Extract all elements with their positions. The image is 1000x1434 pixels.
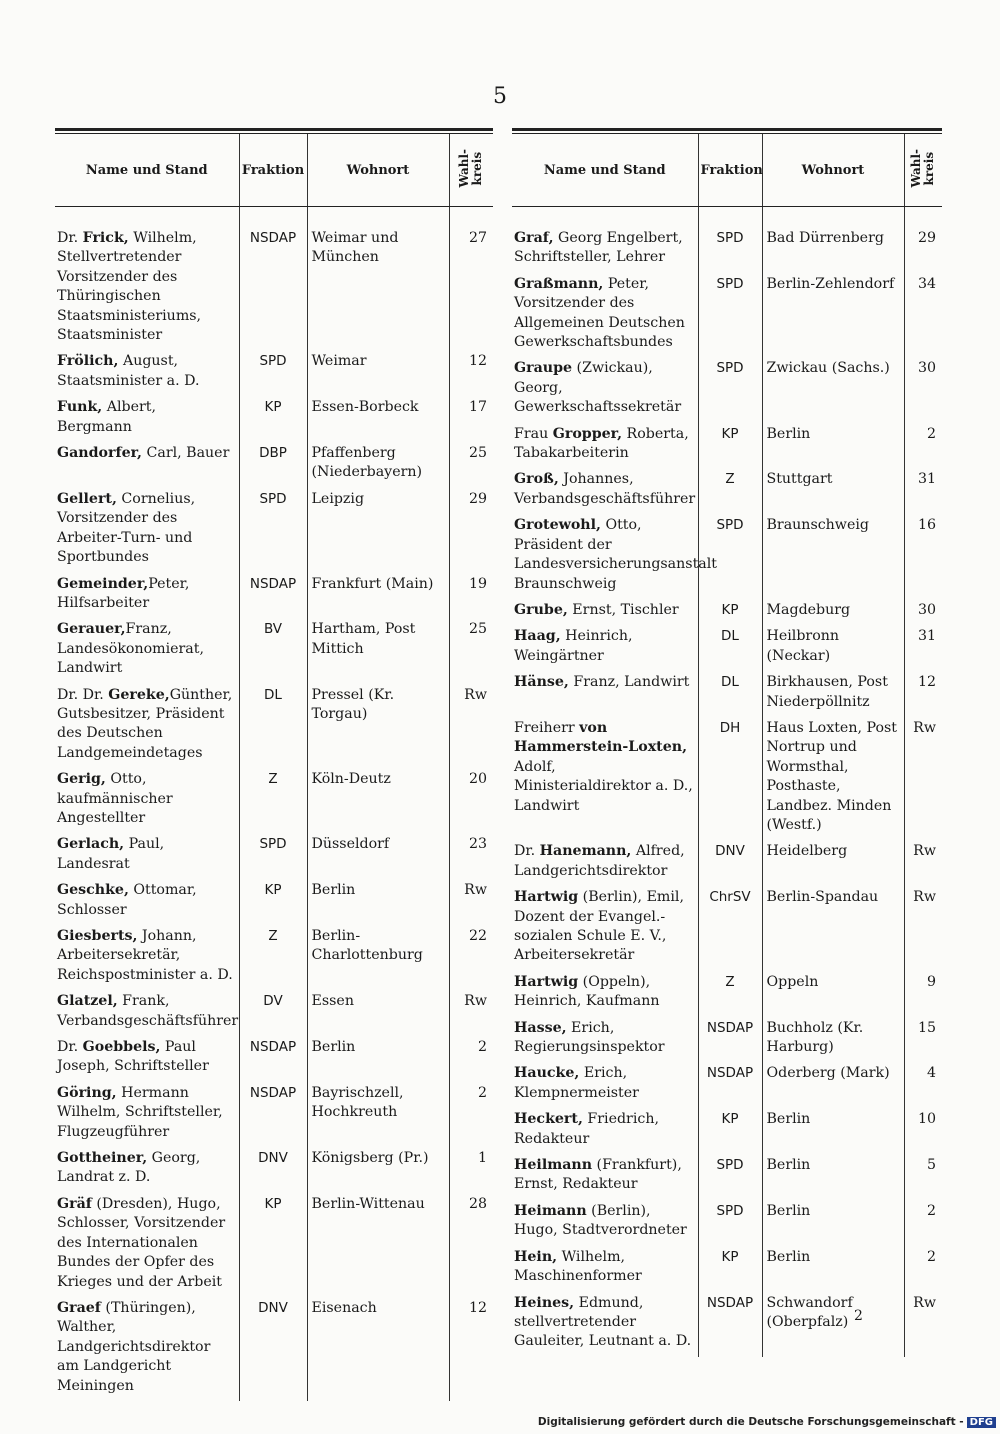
wohnort-cell: Pressel (Kr. Torgau) xyxy=(307,684,449,769)
wohnort-cell: Bayrischzell, Hochkreuth xyxy=(307,1082,449,1147)
fraktion-cell: NSDAP xyxy=(239,1036,307,1082)
member-description: Ottomar, Schlosser xyxy=(57,882,197,918)
table-row xyxy=(512,840,942,886)
wahlkreis-cell: 2 xyxy=(449,1082,493,1147)
member-surname: Funk, xyxy=(57,399,103,416)
table-row xyxy=(512,717,942,840)
wahlkreis-cell: 16 xyxy=(904,514,942,599)
member-name-cell xyxy=(55,573,239,619)
table-header xyxy=(55,134,493,207)
member-name-cell xyxy=(512,1200,698,1246)
fraktion-cell: KP xyxy=(698,1108,762,1154)
member-description: Alfred, Landgerichtsdirektor xyxy=(514,843,685,879)
header-wohnort: Wohnort xyxy=(307,134,449,207)
member-name-cell xyxy=(512,468,698,514)
table-row xyxy=(55,768,493,833)
wahlkreis-cell: Rw xyxy=(449,990,493,1036)
member-surname: Gerauer, xyxy=(57,621,126,638)
wohnort-cell: Berlin xyxy=(762,1108,904,1154)
wohnort-cell: Köln-Deutz xyxy=(307,768,449,833)
wohnort-cell: Essen xyxy=(307,990,449,1036)
member-surname: Graef xyxy=(57,1299,101,1316)
wahlkreis-cell: Rw xyxy=(904,717,942,840)
member-surname: Hartwig xyxy=(514,973,579,990)
member-description: Otto, kaufmännischer Angestellter xyxy=(57,771,173,826)
header-wahlkreis: Wahl- kreis xyxy=(904,134,942,207)
member-description: Franz, Landwirt xyxy=(568,674,690,691)
member-description: Johann, Arbeitersekretär, Reichspostminister a. D. xyxy=(57,928,233,983)
wohnort-cell: Heidelberg xyxy=(762,840,904,886)
fraktion-cell: NSDAP xyxy=(239,1082,307,1147)
fraktion-cell: SPD xyxy=(698,357,762,422)
member-surname: Hanemann, xyxy=(539,843,632,860)
fraktion-cell: ChrSV xyxy=(698,886,762,971)
member-name-cell xyxy=(512,886,698,971)
table-row xyxy=(55,879,493,925)
wahlkreis-cell: 30 xyxy=(904,599,942,625)
dfg-logo: DFG xyxy=(967,1417,996,1428)
wohnort-cell: Düsseldorf xyxy=(307,833,449,879)
table-row xyxy=(55,1147,493,1193)
wahlkreis-cell: 10 xyxy=(904,1108,942,1154)
member-name-cell xyxy=(55,1082,239,1147)
table-row xyxy=(512,971,942,1017)
wahlkreis-cell: 29 xyxy=(904,207,942,273)
member-name-cell xyxy=(55,207,239,351)
member-surname: Groß, xyxy=(514,471,559,488)
wahlkreis-cell: 20 xyxy=(449,768,493,833)
fraktion-cell: SPD xyxy=(698,273,762,358)
member-description: Günther, Gutsbesitzer, Präsident des Deutschen Landgemeindetages xyxy=(57,686,233,761)
member-surname: Gerig, xyxy=(57,771,106,788)
wohnort-cell: Berlin xyxy=(762,423,904,469)
member-description: (Berlin), Hugo, Stadtverordneter xyxy=(514,1202,687,1239)
fraktion-cell: DL xyxy=(239,684,307,769)
table-row xyxy=(512,1154,942,1200)
member-surname: Gerlach, xyxy=(57,836,125,853)
right-column xyxy=(512,128,942,1357)
wohnort-cell: Stuttgart xyxy=(762,468,904,514)
wahlkreis-cell: Rw xyxy=(449,684,493,769)
table-row xyxy=(512,1017,942,1063)
fraktion-cell: DNV xyxy=(698,840,762,886)
member-name-cell xyxy=(55,488,239,573)
member-name-cell xyxy=(512,357,698,422)
table-row xyxy=(512,423,942,469)
member-name-cell xyxy=(512,625,698,671)
wohnort-cell: Leipzig xyxy=(307,488,449,573)
table-row xyxy=(55,488,493,573)
member-description: Hermann Wilhelm, Schriftsteller, Flugzeugführer xyxy=(57,1084,223,1140)
table-row xyxy=(512,468,942,514)
name-prefix: Dr. xyxy=(514,843,540,860)
wohnort-cell: Berlin xyxy=(307,879,449,925)
fraktion-cell: SPD xyxy=(698,514,762,599)
signature-mark: 2 xyxy=(854,1308,863,1324)
member-surname: Graupe xyxy=(514,360,573,377)
member-surname: Gräf xyxy=(57,1195,92,1212)
fraktion-cell: SPD xyxy=(239,833,307,879)
table-row xyxy=(55,573,493,619)
header-name: Name und Stand xyxy=(55,134,239,207)
member-surname: Grube, xyxy=(514,601,568,618)
wohnort-cell: Weimar und München xyxy=(307,207,449,351)
table-row xyxy=(55,1297,493,1401)
wohnort-cell: Buchholz (Kr. Harburg) xyxy=(762,1017,904,1063)
member-name-cell xyxy=(512,1108,698,1154)
member-name-cell xyxy=(512,273,698,358)
member-surname: Goebbels, xyxy=(82,1039,161,1056)
member-description: Cornelius, Vorsitzender des Arbeiter-Turn- und Sportbundes xyxy=(57,490,196,566)
member-surname: Göring, xyxy=(57,1084,117,1101)
member-surname: Geschke, xyxy=(57,882,129,899)
wohnort-cell: Berlin-Zehlendorf xyxy=(762,273,904,358)
wohnort-cell: Weimar xyxy=(307,350,449,396)
fraktion-cell: BV xyxy=(239,618,307,683)
member-description: Georg, Landrat z. D. xyxy=(57,1150,201,1186)
fraktion-cell: DH xyxy=(698,717,762,840)
member-description: Paul Joseph, Schriftsteller xyxy=(57,1039,209,1075)
member-surname: Grotewohl, xyxy=(514,517,601,534)
wahlkreis-cell: 17 xyxy=(449,396,493,442)
member-description: Peter, Hilfsarbeiter xyxy=(57,575,190,611)
member-name-cell xyxy=(512,1246,698,1292)
wahlkreis-cell: 23 xyxy=(449,833,493,879)
member-name-cell xyxy=(55,350,239,396)
wohnort-cell: Hartham, Post Mittich xyxy=(307,618,449,683)
wohnort-cell: Berlin xyxy=(762,1200,904,1246)
name-prefix: Dr. xyxy=(57,230,83,246)
wohnort-cell: Berlin xyxy=(762,1246,904,1292)
member-name-cell xyxy=(55,925,239,990)
footer-text: Digitalisierung gefördert durch die Deutsche Forschungsgemeinschaft - xyxy=(537,1416,964,1428)
fraktion-cell: DNV xyxy=(239,1297,307,1401)
fraktion-cell: DNV xyxy=(239,1147,307,1193)
member-name-cell xyxy=(55,396,239,442)
name-prefix: Dr. xyxy=(57,1039,83,1056)
member-name-cell xyxy=(512,840,698,886)
wahlkreis-cell: 1 xyxy=(449,1147,493,1193)
wahlkreis-cell: 12 xyxy=(449,1297,493,1401)
member-surname: Hein, xyxy=(514,1248,558,1265)
member-description: Peter, Vorsitzender des Allgemeinen Deutschen Gewerkschaftsbundes xyxy=(514,275,685,351)
table-row xyxy=(512,1200,942,1246)
member-surname: Heines, xyxy=(514,1294,575,1311)
member-surname: Haag, xyxy=(514,628,561,645)
member-name-cell xyxy=(55,1297,239,1401)
table-row xyxy=(55,1036,493,1082)
member-description: Otto, Präsident der Landesversicherungsanstalt Braunschweig xyxy=(514,517,717,592)
digitization-footer xyxy=(538,1416,996,1428)
member-name-cell xyxy=(512,1292,698,1357)
member-surname: Graf, xyxy=(514,230,554,246)
member-description: Friedrich, Redakteur xyxy=(514,1111,659,1147)
wahlkreis-cell: 2 xyxy=(449,1036,493,1082)
wohnort-cell: Berlin-Wittenau xyxy=(307,1193,449,1297)
wohnort-cell: Bad Dürrenberg xyxy=(762,207,904,273)
member-surname: Hartwig xyxy=(514,889,579,906)
member-name-cell xyxy=(512,717,698,840)
member-surname: Gereke, xyxy=(108,686,170,703)
member-surname: Gandorfer, xyxy=(57,445,142,462)
member-name-cell xyxy=(55,1036,239,1082)
table-row xyxy=(512,357,942,422)
name-prefix: Frau xyxy=(514,425,553,442)
wahlkreis-cell: Rw xyxy=(449,879,493,925)
member-description: (Dresden), Hugo, Schlosser, Vorsitzender des Internationalen Bundes der Opfer des Krieges und der Arbeit xyxy=(57,1195,226,1290)
member-surname: Heckert, xyxy=(514,1111,583,1128)
table-row xyxy=(55,350,493,396)
fraktion-cell: DV xyxy=(239,990,307,1036)
member-description: (Thüringen), Walther, Landgerichtsdirektor am Landgericht Meiningen xyxy=(57,1299,211,1394)
member-name-cell xyxy=(512,423,698,469)
wohnort-cell: Berlin-Spandau xyxy=(762,886,904,971)
wahlkreis-cell: 30 xyxy=(904,357,942,422)
member-description: August, Staatsminister a. D. xyxy=(57,353,200,389)
member-description: Adolf, Ministerialdirektor a. D., Landwirt xyxy=(514,758,693,814)
member-surname: Frick, xyxy=(82,230,129,246)
wohnort-cell: Oppeln xyxy=(762,971,904,1017)
member-description: (Berlin), Emil, Dozent der Evangel.-sozialen Schule E. V., Arbeitersekretär xyxy=(514,889,684,964)
member-name-cell xyxy=(512,1062,698,1108)
fraktion-cell: NSDAP xyxy=(239,207,307,351)
wahlkreis-cell: 2 xyxy=(904,423,942,469)
wohnort-cell: Eisenach xyxy=(307,1297,449,1401)
table-row xyxy=(512,273,942,358)
name-prefix: Freiherr xyxy=(514,719,580,736)
fraktion-cell: Z xyxy=(239,768,307,833)
member-surname: Gemeinder, xyxy=(57,575,149,592)
wahlkreis-cell: 31 xyxy=(904,468,942,514)
table-row xyxy=(55,684,493,769)
wahlkreis-cell: 5 xyxy=(904,1154,942,1200)
member-name-cell xyxy=(512,1154,698,1200)
wahlkreis-cell: 19 xyxy=(449,573,493,619)
fraktion-cell: DL xyxy=(698,671,762,717)
table-row xyxy=(512,625,942,671)
table-row xyxy=(512,1292,942,1357)
member-name-cell xyxy=(55,1147,239,1193)
member-surname: Giesberts, xyxy=(57,928,138,944)
wohnort-cell: Berlin xyxy=(762,1154,904,1200)
wahlkreis-cell: 22 xyxy=(449,925,493,990)
fraktion-cell: Z xyxy=(239,925,307,990)
member-name-cell xyxy=(55,768,239,833)
fraktion-cell: SPD xyxy=(698,207,762,273)
table-row xyxy=(55,396,493,442)
header-name: Name und Stand xyxy=(512,134,698,207)
member-name-cell xyxy=(512,971,698,1017)
page-number: 5 xyxy=(493,84,507,109)
member-description: Franz, Landesökonomierat, Landwirt xyxy=(57,621,204,677)
wahlkreis-cell: 2 xyxy=(904,1246,942,1292)
wohnort-cell: Zwickau (Sachs.) xyxy=(762,357,904,422)
wahlkreis-cell: 15 xyxy=(904,1017,942,1063)
fraktion-cell: SPD xyxy=(698,1154,762,1200)
wahlkreis-cell: 12 xyxy=(904,671,942,717)
wahlkreis-cell: 9 xyxy=(904,971,942,1017)
header-wohnort: Wohnort xyxy=(762,134,904,207)
member-name-cell xyxy=(55,990,239,1036)
member-description: Wilhelm, Maschinenformer xyxy=(514,1248,642,1285)
table-row xyxy=(55,990,493,1036)
fraktion-cell: Z xyxy=(698,971,762,1017)
member-name-cell xyxy=(512,671,698,717)
fraktion-cell: DBP xyxy=(239,442,307,488)
wahlkreis-cell: 4 xyxy=(904,1062,942,1108)
member-name-cell xyxy=(512,599,698,625)
member-name-cell xyxy=(512,514,717,599)
wohnort-cell: Berlin xyxy=(307,1036,449,1082)
wohnort-cell: Königsberg (Pr.) xyxy=(307,1147,449,1193)
member-surname: Gellert, xyxy=(57,490,117,507)
wahlkreis-cell: 25 xyxy=(449,618,493,683)
fraktion-cell: NSDAP xyxy=(698,1292,762,1357)
wohnort-cell: Haus Loxten, Post Nortrup und Wormsthal, Posthaste, Landbez. Minden (Westf.) xyxy=(762,717,904,840)
table-row xyxy=(512,514,942,599)
member-surname: Hänse, xyxy=(514,674,569,691)
table-row xyxy=(55,1193,493,1297)
member-description: (Oppeln), Heinrich, Kaufmann xyxy=(514,973,660,1010)
wahlkreis-cell: 25 xyxy=(449,442,493,488)
wahlkreis-cell: 29 xyxy=(449,488,493,573)
member-description: Johannes, Verbandsgeschäftsführer xyxy=(514,471,696,507)
member-surname: Haucke, xyxy=(514,1065,580,1082)
member-description: Albert, Bergmann xyxy=(57,399,156,435)
member-surname: Gropper, xyxy=(552,425,623,442)
wohnort-cell: Braunschweig xyxy=(762,514,904,599)
member-surname: Hasse, xyxy=(514,1019,567,1036)
member-description: Erich, Klempnermeister xyxy=(514,1065,639,1101)
wohnort-cell: Magdeburg xyxy=(762,599,904,625)
fraktion-cell: KP xyxy=(239,1193,307,1297)
wahlkreis-cell: 31 xyxy=(904,625,942,671)
fraktion-cell: NSDAP xyxy=(698,1062,762,1108)
table-row xyxy=(55,833,493,879)
member-name-cell xyxy=(512,1017,698,1063)
table-row xyxy=(55,925,493,990)
fraktion-cell: KP xyxy=(698,599,762,625)
table-row xyxy=(512,886,942,971)
header-wahlkreis: Wahl- kreis xyxy=(449,134,493,207)
member-table-right xyxy=(512,134,942,1357)
table-row xyxy=(512,1062,942,1108)
wohnort-cell: Frankfurt (Main) xyxy=(307,573,449,619)
table-row xyxy=(512,207,942,273)
fraktion-cell: KP xyxy=(698,423,762,469)
member-description: (Zwickau), Georg, Gewerkschaftssekretär xyxy=(514,360,682,416)
member-table-left xyxy=(55,134,493,1401)
member-description: Carl, Bauer xyxy=(142,445,230,462)
fraktion-cell: DL xyxy=(698,625,762,671)
table-row xyxy=(55,1082,493,1147)
member-description: Wilhelm, Stellvertretender Vorsitzender des Thüringischen Staatsministeriums, Staatsminister xyxy=(57,230,202,344)
table-header xyxy=(512,134,942,207)
wohnort-cell: Heilbronn (Neckar) xyxy=(762,625,904,671)
member-description: Georg Engelbert, Schriftsteller, Lehrer xyxy=(514,230,683,266)
table-row xyxy=(512,1246,942,1292)
member-name-cell xyxy=(55,684,239,769)
member-surname: Gottheiner, xyxy=(57,1150,148,1167)
wahlkreis-cell: Rw xyxy=(904,1292,942,1357)
member-name-cell xyxy=(55,1193,239,1297)
member-surname: von Hammerstein-Loxten, xyxy=(514,719,688,756)
wohnort-cell: Schwandorf (Oberpfalz) xyxy=(762,1292,904,1357)
wohnort-cell: Oderberg (Mark) xyxy=(762,1062,904,1108)
member-surname: Heimann xyxy=(514,1202,587,1219)
member-name-cell xyxy=(512,207,698,273)
wahlkreis-cell: 28 xyxy=(449,1193,493,1297)
wahlkreis-cell: 34 xyxy=(904,273,942,358)
member-surname: Frölich, xyxy=(57,353,119,370)
table-row xyxy=(55,442,493,488)
fraktion-cell: KP xyxy=(239,396,307,442)
table-row xyxy=(512,1108,942,1154)
header-fraktion: Fraktion xyxy=(239,134,307,207)
member-description: Erich, Regierungsinspektor xyxy=(514,1019,665,1056)
fraktion-cell: KP xyxy=(239,879,307,925)
wohnort-cell: Pfaffenberg (Niederbayern) xyxy=(307,442,449,488)
wahlkreis-cell: 27 xyxy=(449,207,493,351)
wohnort-cell: Essen-Borbeck xyxy=(307,396,449,442)
table-row xyxy=(55,618,493,683)
member-description: (Frankfurt), Ernst, Redakteur xyxy=(514,1157,682,1193)
wahlkreis-cell: 2 xyxy=(904,1200,942,1246)
member-description: Ernst, Tischler xyxy=(567,601,679,618)
table-row xyxy=(512,671,942,717)
fraktion-cell: Z xyxy=(698,468,762,514)
member-description: Frank, Verbandsgeschäftsführer xyxy=(57,993,239,1029)
fraktion-cell: KP xyxy=(698,1246,762,1292)
wahlkreis-cell: Rw xyxy=(904,840,942,886)
wohnort-cell: Birkhausen, Post Niederpöllnitz xyxy=(762,671,904,717)
fraktion-cell: NSDAP xyxy=(239,573,307,619)
member-name-cell xyxy=(55,442,239,488)
member-surname: Heilmann xyxy=(514,1157,593,1174)
wahlkreis-cell: 12 xyxy=(449,350,493,396)
left-column xyxy=(55,128,493,1401)
name-prefix: Dr. Dr. xyxy=(57,686,109,703)
fraktion-cell: SPD xyxy=(239,350,307,396)
table-row xyxy=(512,599,942,625)
member-description: Paul, Landesrat xyxy=(57,836,165,872)
member-name-cell xyxy=(55,618,239,683)
fraktion-cell: SPD xyxy=(239,488,307,573)
member-description: Roberta, Tabakarbeiterin xyxy=(514,425,689,462)
table-row xyxy=(55,207,493,351)
member-name-cell xyxy=(55,833,239,879)
member-description: Edmund, stellvertretender Gauleiter, Leutnant a. D. xyxy=(514,1294,692,1350)
member-description: Heinrich, Weingärtner xyxy=(514,628,633,664)
member-name-cell xyxy=(55,879,239,925)
fraktion-cell: SPD xyxy=(698,1200,762,1246)
wohnort-cell: Berlin-Charlottenburg xyxy=(307,925,449,990)
header-fraktion: Fraktion xyxy=(698,134,762,207)
wahlkreis-cell: Rw xyxy=(904,886,942,971)
member-surname: Graßmann, xyxy=(514,275,604,292)
fraktion-cell: NSDAP xyxy=(698,1017,762,1063)
member-surname: Glatzel, xyxy=(57,993,118,1010)
